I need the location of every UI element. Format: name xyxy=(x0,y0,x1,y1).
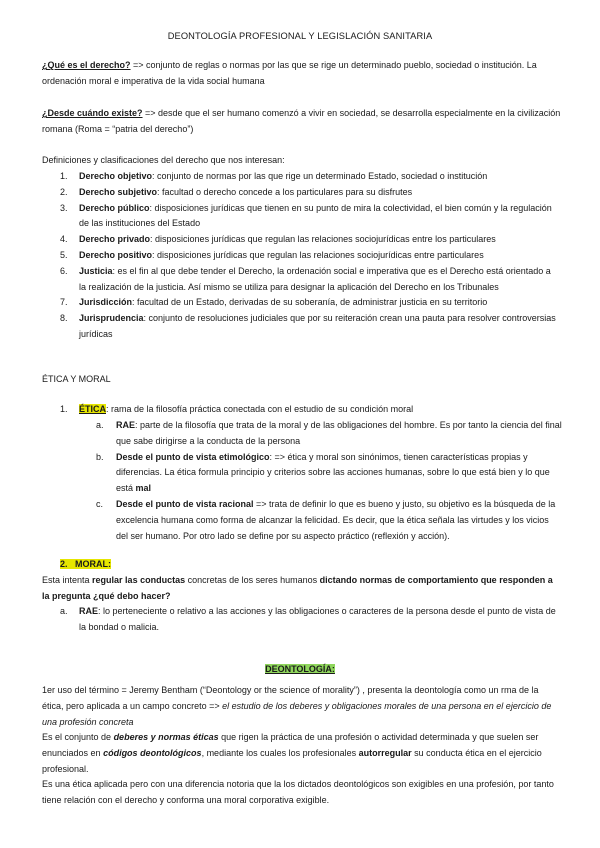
definitions-intro: Definiciones y clasificaciones del derecho que nos interesan: xyxy=(42,155,285,165)
moral-paragraph: Esta intenta regular las conductas concretas de los seres humanos dictando normas de comportamiento que responden a la pregunta ¿qué debo hacer? xyxy=(42,575,553,601)
question-que-es-derecho: ¿Qué es el derecho? xyxy=(42,60,131,70)
paragraph-desde-cuando: ¿Desde cuándo existe? => desde que el ser humano comenzó a vivir en sociedad, se desarrolla especialmente en la civilización romana (Roma = “patria del derecho”) xyxy=(42,108,561,134)
deontologia-paragraph-1: 1er uso del término = Jeremy Bentham (“Deontology or the science of morality”) , presenta la deontología como un rma de la ética, pero aplicada a un campo concreto => el estudio de los deberes y obligaciones morales de una persona en el ejercicio de una profesión concreta xyxy=(42,685,552,727)
paragraph-que-es-derecho: ¿Qué es el derecho? => conjunto de reglas o normas por las que se rige un determinado pueblo, sociedad o institución. La ordenación moral e imperativa de la vida social humana xyxy=(42,60,537,86)
list-item: c. Desde el punto de vista racional => trata de definir lo que es bueno y justo, su objetivo es la búsqueda de la excelencia humana como forma de alcanzar la felicidad. Es decir, que la ética señala las virtudes y los vicios del ser humano. Por otro lado se define por su aspecto práctico (reflexión y acción). xyxy=(96,498,556,541)
list-item: b. Desde el punto de vista etimológico: => ética y moral son sinónimos, tienen características propias y diferencias. La ética formula principio y criterios sobre las acciones humanas, sobre lo que está bien y lo que está mal xyxy=(96,451,550,494)
list-item: 5. Derecho positivo: disposiciones jurídicas que regulan las relaciones sociojurídicas entre particulares xyxy=(60,249,484,260)
list-item: 4. Derecho privado: disposiciones jurídicas que regulan las relaciones sociojurídicas entre los particulares xyxy=(60,234,496,245)
section-heading-deontologia: DEONTOLOGÍA: xyxy=(265,664,335,674)
etica-term: ÉTICA xyxy=(79,404,106,414)
section-heading-etica-moral: ÉTICA Y MORAL xyxy=(42,374,111,384)
moral-item xyxy=(60,557,580,573)
question-desde-cuando: ¿Desde cuándo existe? xyxy=(42,108,143,118)
list-item: 8. Jurisprudencia: conjunto de resoluciones judiciales que por su reiteración crean una pauta para resolver controversias jurídicas xyxy=(60,313,556,339)
list-item: 6. Justicia: es el fin al que debe tender el Derecho, la ordenación social e imperativa que es el Derecho está orientado a la realización de la justicia. Así mismo se utiliza para designar la aplicación del Derecho en los Tribunales xyxy=(60,265,551,292)
definitions-list xyxy=(60,169,559,343)
list-item: a. RAE: parte de la filosofía que trata de la moral y de las obligaciones del hombre. Es por tanto la ciencia del final que sabe dirigirse a la conducta de la persona xyxy=(96,420,562,446)
document-title: DEONTOLOGÍA PROFESIONAL Y LEGISLACIÓN SANITARIA xyxy=(167,31,433,41)
list-item: 2. Derecho subjetivo: facultad o derecho concede a los particulares para su disfrutes xyxy=(60,186,413,197)
deontologia-paragraph-3: Es una ética aplicada pero con una diferencia notoria que la los dictados deontológicos son exigibles en una profesión, por tanto tiene relación con el derecho y conforma una moral corporativa exigible. xyxy=(42,779,554,805)
etica-item: 1. ÉTICA: rama de la filosofía práctica conectada con el estudio de su condición moral xyxy=(60,404,414,414)
list-item: 3. Derecho público: disposiciones jurídicas que tienen en su punto de mira la colectividad, el bien común y la regulación de las instituciones del Estado xyxy=(60,202,552,229)
deontologia-paragraph-2: Es el conjunto de deberes y normas éticas que rigen la práctica de una profesión o actividad determinada y que suelen ser enunciados en códigos deontológicos, mediante los cuales los profesionales autorregular su conducta ética en el ejercicio profesional. xyxy=(42,732,542,774)
etica-sublist xyxy=(96,418,562,544)
moral-term: 2. MORAL: xyxy=(60,559,112,569)
list-item: 1. Derecho objetivo: conjunto de normas por las que rige un determinado Estado, sociedad o institución xyxy=(60,171,488,181)
list-item: 7. Jurisdicción: facultad de un Estado, derivadas de su soberanía, de administrar justicia en su territorio xyxy=(60,297,488,308)
moral-sub-item: a. RAE: lo perteneciente o relativo a las acciones y las obligaciones o caracteres de la persona desde el punto de vista de la bondad o malicia. xyxy=(60,606,556,632)
